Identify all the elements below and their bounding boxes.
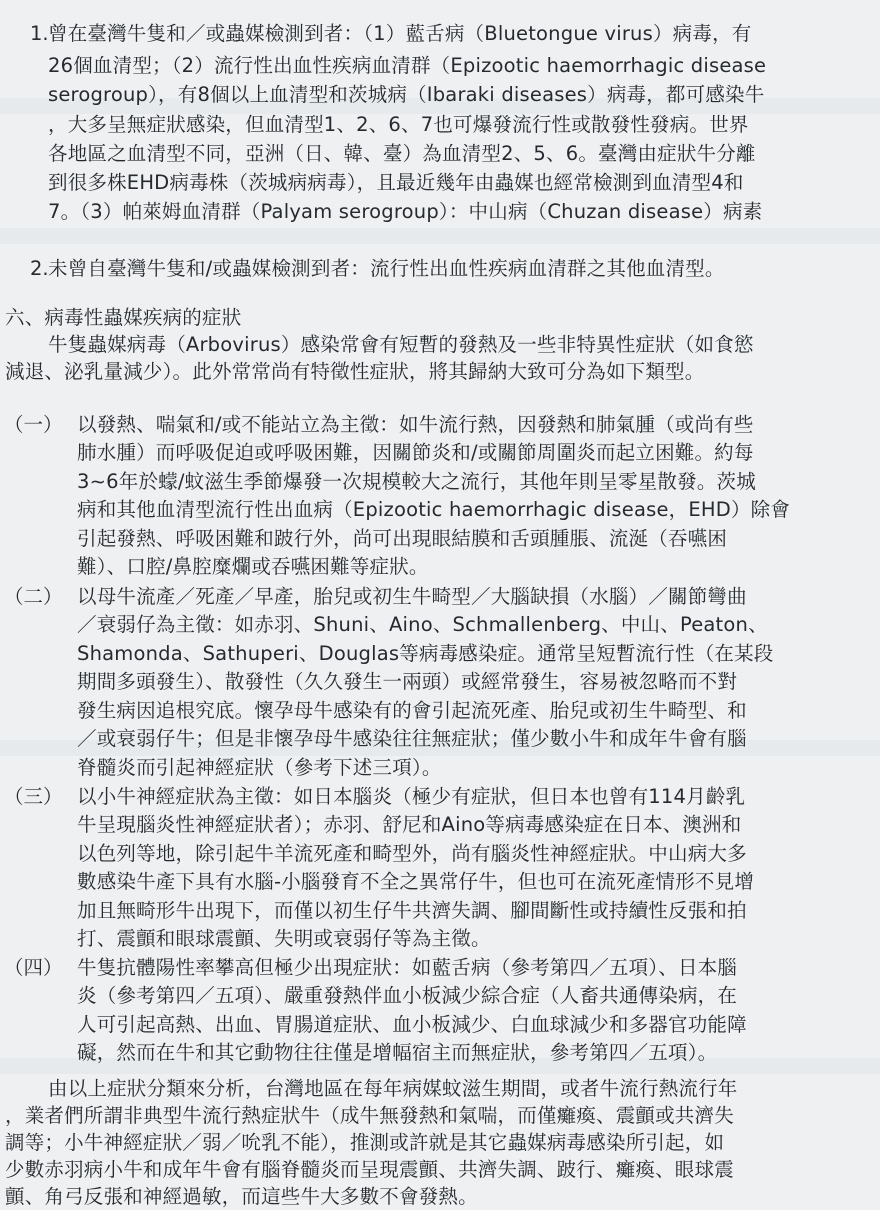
paragraph-line: 顫、角弓反張和神經過敏，而這些牛大多數不會發熱。 [5, 1185, 478, 1208]
paragraph-line: 26個血清型；（2）流行性出血性疾病血清群（Epizootic haemorrhagic disease [48, 54, 767, 77]
paragraph-line: 7。（3）帕萊姆血清群（Palyam serogroup）：中山病（Chuzan disease）病素 [48, 200, 763, 223]
paragraph-line: 病和其他血清型流行性出血病（Epizootic haemorrhagic disease，EHD）除會 [77, 498, 791, 521]
paragraph-line: 由以上症狀分類來分析，台灣地區在每年病媒蚊滋生期間，或者牛流行熱流行年 [48, 1077, 738, 1100]
paragraph-line: 人可引起高熱、出血、胃腸道症狀、血小板減少、白血球減少和多器官功能障 [77, 1013, 747, 1036]
paragraph-line: 減退、泌乳量減少）。此外常常尚有特徵性症狀，將其歸納大致可分為如下類型。 [5, 360, 705, 383]
paragraph-line: 調等；小牛神經症狀／弱／吮乳不能），推測或許就是其它蟲媒病毒感染所引起，如 [5, 1131, 725, 1154]
paragraph-line: 少數赤羽病小牛和成年牛會有腦脊髓炎而呈現震顫、共濟失調、跛行、癱瘓、眼球震 [5, 1158, 734, 1181]
paragraph-line: 難）、口腔/鼻腔糜爛或吞嚥困難等症狀。 [77, 555, 429, 578]
section-heading: 六、病毒性蟲媒疾病的症狀 [5, 306, 242, 329]
paragraph-line: ，業者們所謂非典型牛流行熱症狀牛（成牛無發熱和氣喘，而僅癱瘓、震顫或共濟失 [5, 1104, 734, 1127]
paragraph-line: 3∼6年於蠓/蚊滋生季節爆發一次規模較大之流行，其他年則呈零星散發。茨城 [77, 470, 756, 493]
list-number: 1. [30, 22, 49, 45]
list-number: 2. [30, 257, 49, 280]
paragraph-line: 牛呈現腦炎性神經症狀者）；赤羽、舒尼和Aino等病毒感染症在日本、澳洲和 [77, 813, 742, 836]
paragraph-line: 肺水腫）而呼吸促迫或呼吸困難，因關節炎和/或關節周圍炎而起立困難。約每 [77, 441, 754, 464]
paragraph-line: 加且無畸形牛出現下，而僅以初生仔牛共濟失調、腳間斷性或持續性反張和拍 [77, 899, 747, 922]
paragraph-line: serogroup），有8個以上血清型和茨城病（Ibaraki diseases）病毒，都可感染牛 [48, 83, 765, 106]
paragraph-line: 數感染牛產下具有水腦-小腦發育不全之異常仔牛，但也可在流死產情形不見增 [77, 870, 755, 893]
paragraph-line: 以小牛神經症狀為主徵：如日本腦炎（極少有症狀，但日本也曾有114月齡乳 [77, 785, 746, 808]
paragraph-line: 發生病因追根究底。懷孕母牛感染有的會引起流死產、胎兒或初生牛畸型、和 [77, 699, 747, 722]
paragraph-line: 期間多頭發生）、散發性（久久發生一兩頭）或經常發生，容易被忽略而不對 [77, 670, 738, 693]
paragraph-line: ／或衰弱仔牛；但是非懷孕母牛感染往往無症狀；僅少數小牛和成年牛會有腦 [77, 727, 747, 750]
paragraph-line: 牛隻蟲媒病毒（Arbovirus）感染常會有短暫的發熱及一些非特異性症狀（如食慾 [48, 333, 754, 356]
type-label: （四） [4, 956, 63, 979]
type-label: （二） [4, 585, 63, 608]
type-label: （三） [4, 785, 63, 808]
type-label: （一） [4, 413, 63, 436]
paragraph-line: 炎（參考第四／五項）、嚴重發熱伴血小板減少綜合症（人畜共通傳染病，在 [77, 984, 738, 1007]
paragraph-line: 牛隻抗體陽性率攀高但極少出現症狀：如藍舌病（參考第四／五項）、日本腦 [77, 956, 738, 979]
paragraph-line: 打、震顫和眼球震顫、失明或衰弱仔等為主徵。 [77, 927, 491, 950]
paragraph-line: 脊髓炎而引起神經症狀（參考下述三項）。 [77, 756, 442, 779]
paragraph-line: ／衰弱仔為主徵：如赤羽、Shuni、Aino、Schmallenberg、中山、Peaton、 [77, 613, 768, 636]
paragraph-line: 曾在臺灣牛隻和／或蟲媒檢測到者：（1）藍舌病（Bluetongue virus）病毒，有 [48, 22, 752, 45]
paragraph-line: ，大多呈無症狀感染，但血清型1、2、6、7也可爆發流行性或散發性發病。世界 [48, 113, 749, 136]
paragraph-line: 以色列等地，除引起牛羊流死產和畸型外，尚有腦炎性神經症狀。中山病大多 [77, 842, 747, 865]
paragraph-line: 礙，然而在牛和其它動物往往僅是增幅宿主而無症狀，參考第四／五項）。 [77, 1041, 718, 1064]
paragraph-line: 以母牛流產／死產／早產，胎兒或初生牛畸型／大腦缺損（水腦）／關節彎曲 [77, 585, 747, 608]
paragraph-line: 未曾自臺灣牛隻和/或蟲媒檢測到者：流行性出血性疾病血清群之其他血清型。 [48, 257, 725, 280]
show-through-band [0, 228, 880, 244]
paragraph-line: Shamonda、Sathuperi、Douglas等病毒感染症。通常呈短暫流行性（在某段 [77, 642, 774, 665]
paragraph-line: 以發熱、喘氣和/或不能站立為主徵：如牛流行熱，因發熱和肺氣腫（或尚有些 [77, 413, 754, 436]
paragraph-line: 引起發熱、呼吸困難和跛行外，尚可出現眼結膜和舌頭腫脹、流涎（吞嚥困 [77, 527, 728, 550]
paragraph-line: 各地區之血清型不同，亞洲（日、韓、臺）為血清型2、5、6。臺灣由症狀牛分離 [48, 142, 756, 165]
paragraph-line: 到很多株EHD病毒株（茨城病病毒），且最近幾年由蟲媒也經常檢測到血清型4和 [48, 171, 744, 194]
